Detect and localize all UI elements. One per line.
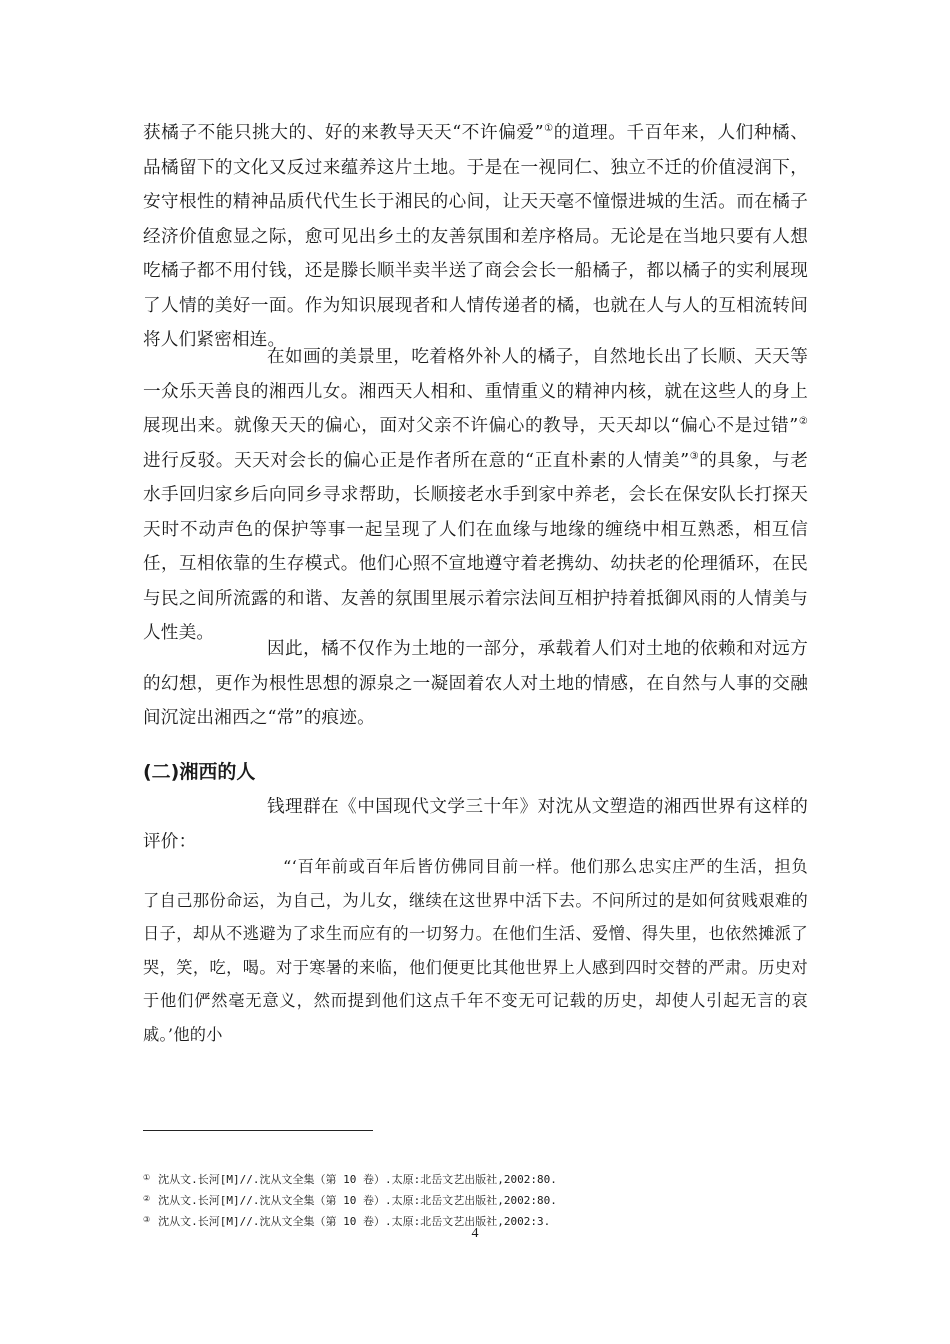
footnote-ref-3[interactable]: ③: [689, 450, 700, 462]
section-heading: (二)湘西的人: [143, 761, 256, 783]
text-run: 在如画的美景里，吃着格外补人的橘子，自然地长出了长顺、天天等一众乐天善良的湘西儿女。湘西天人相和、重情重义的精神内核，就在这些人的身上展现出来。就像天天的偏心，面对父亲不许偏心的教导，天天却以“偏心不是过错”: [143, 347, 808, 436]
paragraph-text: 钱理群在《中国现代文学三十年》对沈从文塑造的湘西世界有这样的评价：: [143, 797, 808, 852]
footnote-mark: ①: [143, 1173, 151, 1182]
footnotes: [143, 1168, 808, 1231]
paragraph-conclusion: [143, 632, 808, 736]
paragraph-xiangxi-people: [143, 340, 808, 651]
footnote-1: [143, 1168, 808, 1189]
paragraph-qian-liqun: [143, 790, 808, 859]
paragraph-text: 因此，橘不仅作为土地的一部分，承载着人们对土地的依赖和对远方的幻想，更作为根性思想的源泉之一凝固着农人对土地的情感，在自然与人事的交融间沉淀出湘西之“常”的痕迹。: [143, 639, 808, 728]
footnote-ref-1[interactable]: ①: [543, 123, 554, 134]
footnote-ref-2[interactable]: ②: [798, 416, 808, 427]
text-run: 的具象，与老水手回归家乡后向同乡寻求帮助，长顺接老水手到家中养老，会长在保安队长打探天天时不动声色的保护等事一起呈现了人们在血缘与地缘的缠绕中相互熟悉，相互信任，互相依靠的生存模式。他们心照不宣地遵守着老携幼、幼扶老的伦理循环，在民与民之间所流露的和谐、友善的氛围里展示着宗法间互相护持着抵御风雨的人情美与人性美。: [143, 450, 809, 643]
paragraph-text: [143, 340, 808, 651]
paragraph-text: [143, 116, 808, 358]
block-quote: “‘百年前或百年后皆仿佛同目前一样。他们那么忠实庄严的生活，担负了自己那份命运，为自己，为儿女，继续在这世界中活下去。不问所过的是如何贫贱艰难的日子，却从不逃避为了求生而应有的一切努力。在他们生活、爱憎、得失里，也依然摊派了哭，笑，吃，喝。对于寒暑的来临，他们便更比其他世界上人感到四时交替的严肃。历史对于他们俨然毫无意义，然而提到他们这点千年不变无可记载的历史，却使人引起无言的哀戚。’他的小: [143, 857, 808, 1044]
footnote-2: [143, 1189, 808, 1210]
paragraph-orange-culture: [143, 116, 808, 358]
footnote-text: 沈从文.长河[M]//.沈从文全集（第 10 卷）.太原:北岳文艺出版社,2002:80.: [158, 1173, 557, 1186]
text-run: 的道理。千百年来，人们种橘、品橘留下的文化又反过来蕴养这片土地。于是在一视同仁、独立不迁的价值浸润下，安守根性的精神品质代代生长于湘民的心间，让天天毫不憧憬进城的生活。而在橘子经济价值愈显之际，愈可见出乡土的友善氛围和差序格局。无论是在当地只要有人想吃橘子都不用付钱，还是滕长顺半卖半送了商会会长一船橘子，都以橘子的实利展现了人情的美好一面。作为知识展现者和人情传递者的橘，也就在人与人的互相流转间将人们紧密相连。: [143, 123, 808, 350]
page-number: 4: [471, 1226, 479, 1241]
footnote-mark: ②: [143, 1194, 151, 1203]
footnote-separator: [143, 1130, 373, 1131]
text-run: 获橘子不能只挑大的、好的来教导天天“不许偏爱”: [143, 123, 544, 143]
footnote-text: 沈从文.长河[M]//.沈从文全集（第 10 卷）.太原:北岳文艺出版社,2002:80.: [158, 1194, 557, 1207]
text-run: 进行反驳。天天对会长的偏心正是作者所在意的“正直朴素的人情美”: [143, 450, 690, 471]
footnote-mark: ③: [143, 1215, 151, 1224]
footnote-text: 沈从文.长河[M]//.沈从文全集（第 10 卷）.太原:北岳文艺出版社,2002:3.: [158, 1215, 551, 1228]
